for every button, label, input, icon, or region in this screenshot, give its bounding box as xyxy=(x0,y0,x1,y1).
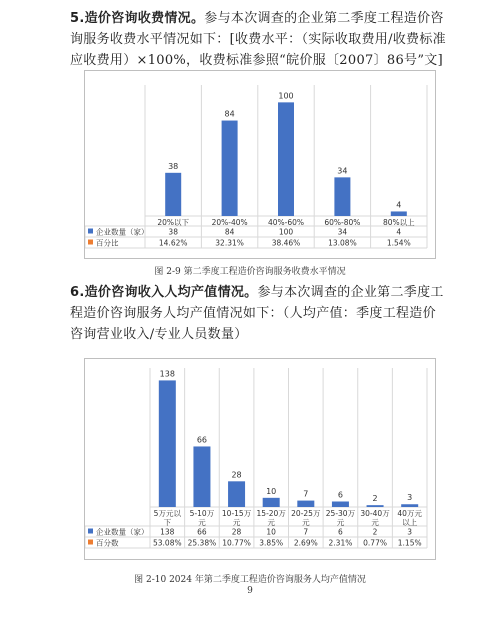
legend-swatch-blue xyxy=(88,229,93,234)
table-cell: 0.77% xyxy=(363,538,387,548)
table-cell: 4 xyxy=(396,227,402,237)
table-cell: 1.54% xyxy=(386,238,411,248)
table-cell: 3 xyxy=(407,527,413,537)
category-label: 5万元以下 xyxy=(153,509,181,527)
category-label: 10-15万元 xyxy=(221,509,252,527)
category-label: 20%-40% xyxy=(211,218,248,227)
bar xyxy=(297,501,314,507)
table-cell: 38 xyxy=(168,227,178,237)
table-cell: 14.62% xyxy=(158,238,188,248)
bar xyxy=(278,102,294,216)
table-cell: 100 xyxy=(278,227,294,237)
fee-level-chart xyxy=(84,70,436,259)
table-cell: 1.15% xyxy=(397,538,422,548)
table-cell: 66 xyxy=(197,527,207,537)
category-label: 15-20万元 xyxy=(256,509,286,527)
figure-caption-2-9: 图 2-9 第二季度工程造价咨询服务收费水平情况 xyxy=(154,267,346,277)
table-cell: 10 xyxy=(266,527,276,537)
table-cell: 6 xyxy=(338,527,343,537)
table-cell: 138 xyxy=(160,527,175,537)
bar xyxy=(159,380,176,507)
category-label: 40%-60% xyxy=(267,218,305,227)
table-row-label: 企业数量（家） xyxy=(96,527,149,537)
bar xyxy=(401,504,418,507)
category-label: 20%以下 xyxy=(157,218,190,227)
category-label: 30-40万元 xyxy=(360,509,390,527)
legend-swatch-orange xyxy=(88,540,93,545)
table-row-label: 百分数 xyxy=(96,538,119,548)
table-row-label: 企业数量（家） xyxy=(96,227,149,237)
section5-heading: 5.造价咨询收费情况。 xyxy=(70,11,205,26)
data-label: 100 xyxy=(278,91,294,101)
category-label: 40万元以上 xyxy=(397,509,422,527)
table-cell: 32.31% xyxy=(215,238,244,248)
per-capita-output-chart-svg xyxy=(85,359,435,559)
data-label: 10 xyxy=(266,486,277,496)
section6-text: 参与本次调查的企业第二季度工程造价咨询服务人均产值情况如下：（人均产值：季度工程造价咨询营业收入/专业人员数量） xyxy=(70,285,444,342)
bar xyxy=(334,177,350,216)
table-cell: 10.77% xyxy=(222,538,251,548)
table-cell: 2 xyxy=(372,527,378,537)
page-number: 9 xyxy=(247,586,253,596)
bar xyxy=(391,211,407,216)
section6-heading: 6.造价咨询收入人均产值情况。 xyxy=(70,285,258,300)
section6-paragraph xyxy=(70,282,448,345)
section5-paragraph xyxy=(70,8,448,71)
data-label: 7 xyxy=(303,489,309,499)
data-label: 3 xyxy=(407,493,413,503)
data-label: 28 xyxy=(231,470,242,480)
table-cell: 7 xyxy=(303,527,309,537)
table-cell: 3.85% xyxy=(259,538,284,548)
bar xyxy=(228,481,245,507)
data-label: 38 xyxy=(168,161,179,171)
table-row-label: 百分比 xyxy=(96,238,119,248)
bar xyxy=(332,501,349,507)
bar xyxy=(222,121,238,216)
category-label: 60%-80% xyxy=(324,218,361,227)
bar xyxy=(367,505,384,507)
table-cell: 28 xyxy=(231,527,242,537)
table-cell: 84 xyxy=(224,227,235,237)
category-label: 25-30万元 xyxy=(325,509,356,527)
section5-text: 参与本次调查的企业第二季度工程造价咨询服务收费水平情况如下：[收费水平：（实际收取费用/收费标准应收费用）×100%，收费标准参照“皖价服〔2007〕86号”文] xyxy=(70,11,446,68)
data-label: 34 xyxy=(337,166,348,176)
data-label: 4 xyxy=(396,200,402,210)
fee-level-chart-svg xyxy=(85,71,435,258)
category-label: 20-25万元 xyxy=(291,509,321,527)
table-cell: 13.08% xyxy=(328,238,357,248)
data-label: 6 xyxy=(337,490,343,500)
table-cell: 38.46% xyxy=(271,238,301,248)
legend-swatch-orange xyxy=(88,240,93,245)
legend-swatch-blue xyxy=(88,529,93,534)
table-cell: 2.31% xyxy=(328,538,353,548)
table-cell: 2.69% xyxy=(293,538,318,548)
category-label: 80%以上 xyxy=(382,218,415,227)
data-label: 2 xyxy=(372,494,378,504)
data-label: 66 xyxy=(196,435,208,445)
bar xyxy=(263,498,280,507)
table-cell: 53.08% xyxy=(153,538,182,548)
data-label: 138 xyxy=(159,369,175,379)
bar xyxy=(193,446,210,507)
figure-caption-2-10: 图 2-10 2024 年第二季度工程造价咨询服务人均产值情况 xyxy=(134,575,366,585)
table-cell: 25.38% xyxy=(187,538,217,548)
data-label: 84 xyxy=(224,109,235,119)
table-cell: 34 xyxy=(337,227,348,237)
bar xyxy=(165,173,181,216)
category-label: 5-10万元 xyxy=(189,509,215,527)
per-capita-output-chart xyxy=(84,358,436,560)
